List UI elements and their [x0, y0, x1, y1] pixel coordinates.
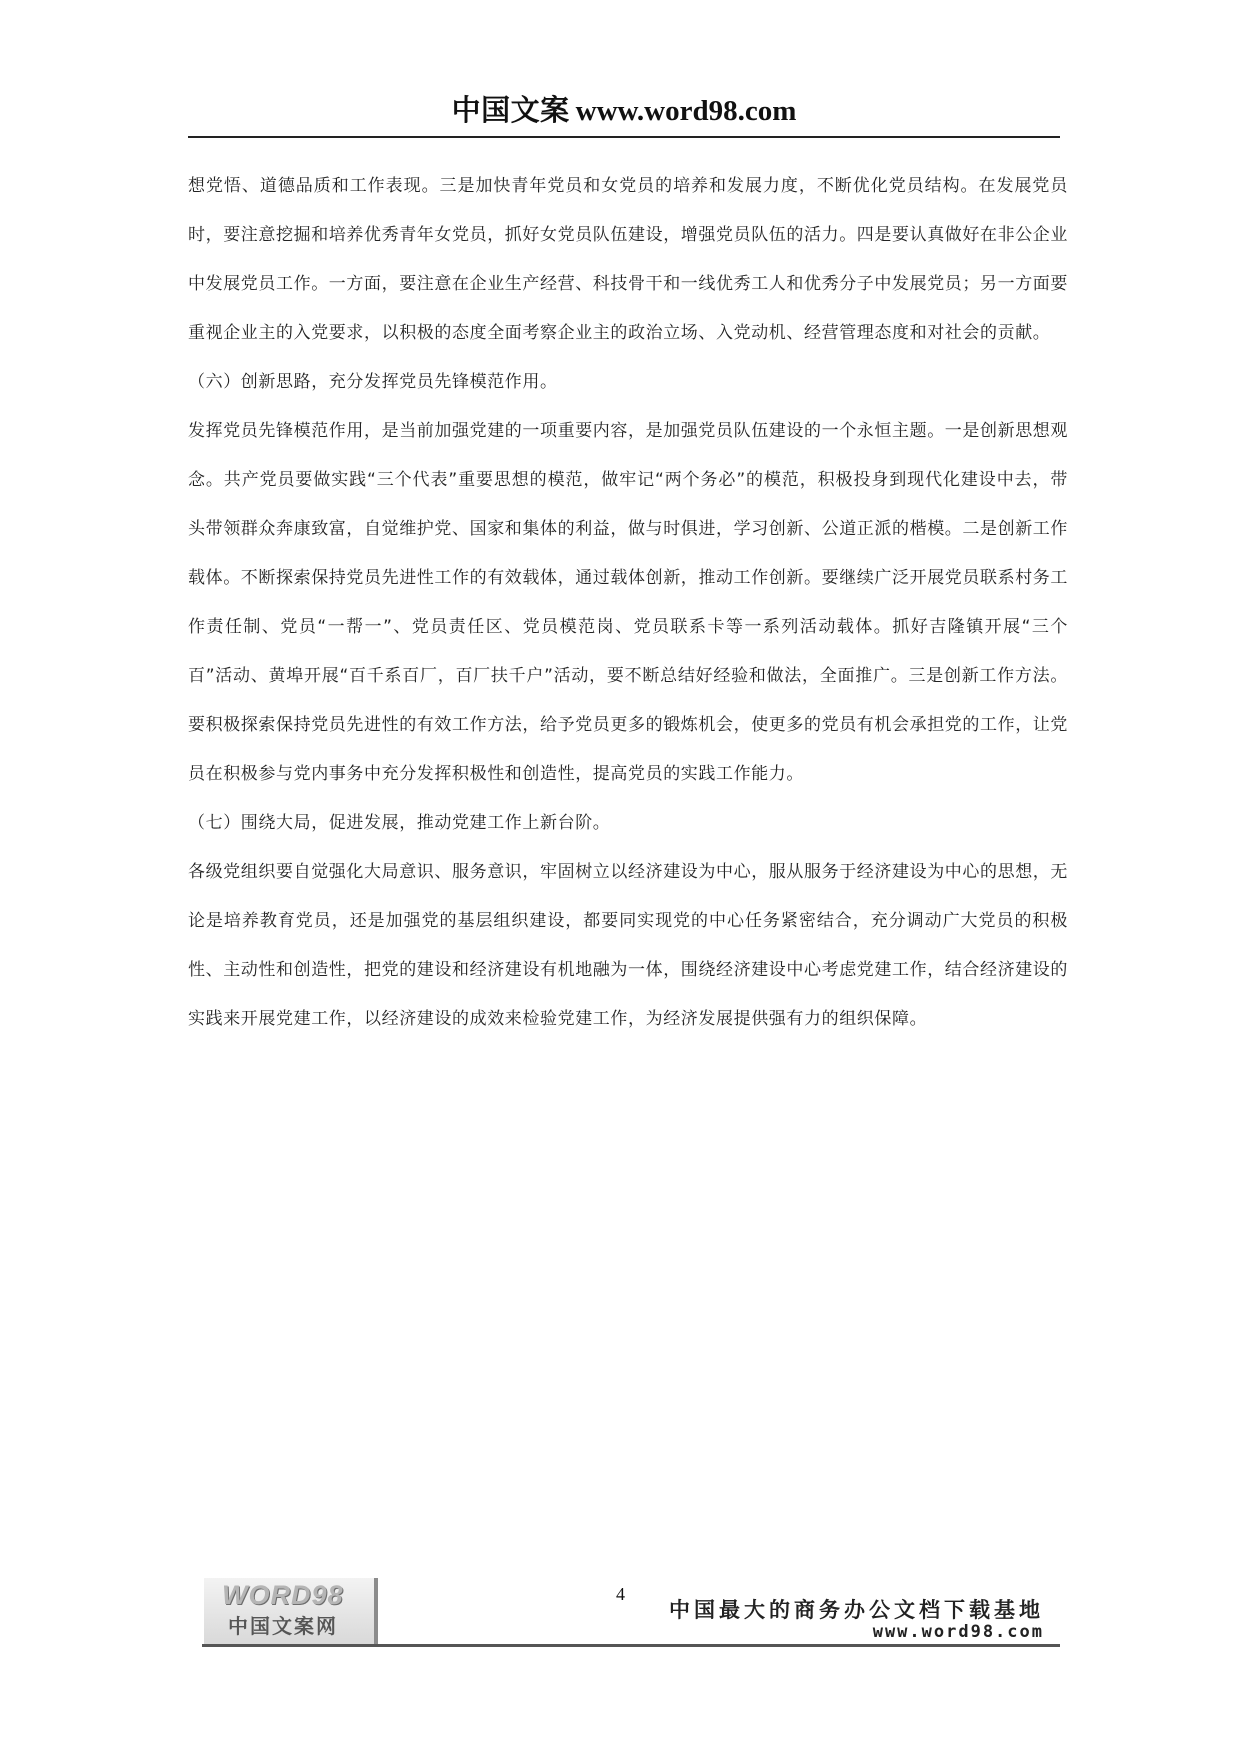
paragraph: 发挥党员先锋模范作用，是当前加强党建的一项重要内容，是加强党员队伍建设的一个永恒主题。一是创新思想观念。共产党员要做实践“三个代表”重要思想的模范，做牢记“两个务必”的模范，积极投身到现代化建设中去，带头带领群众奔康致富，自觉维护党、国家和集体的利益，做与时俱进，学习创新、公道正派的楷模。二是创新工作载体。不断探索保持党员先进性工作的有效载体，通过载体创新，推动工作创新。要继续广泛开展党员联系村务工作责任制、党员“一帮一”、党员责任区、党员模范岗、党员联系卡等一系列活动载体。抓好吉隆镇开展“三个百”活动、黄埠开展“百千系百厂，百厂扶千户”活动，要不断总结好经验和做法，全面推广。三是创新工作方法。要积极探索保持党员先进性的有效工作方法，给予党员更多的锻炼机会，使更多的党员有机会承担党的工作，让党员在积极参与党内事务中充分发挥积极性和创造性，提高党员的实践工作能力。: [188, 421, 1068, 784]
paragraph: 想党悟、道德品质和工作表现。三是加快青年党员和女党员的培养和发展力度，不断优化党员结构。在发展党员时，要注意挖掘和培养优秀青年女党员，抓好女党员队伍建设，增强党员队伍的活力。四是要认真做好在非公企业中发展党员工作。一方面，要注意在企业生产经营、科技骨干和一线优秀工人和优秀分子中发展党员；另一方面要重视企业主的入党要求，以积极的态度全面考察企业主的政治立场、入党动机、经营管理态度和对社会的贡献。: [188, 176, 1068, 343]
header-url: www.word98.com: [575, 95, 797, 127]
footer-divider: [202, 1644, 1060, 1647]
page-number: 4: [616, 1584, 625, 1604]
section-heading: （六）创新思路，充分发挥党员先锋模范作用。: [188, 372, 558, 392]
logo-chinese-text: 中国文案网: [228, 1614, 338, 1638]
paragraph: 各级党组织要自觉强化大局意识、服务意识，牢固树立以经济建设为中心，服从服务于经济建设为中心的思想，无论是培养教育党员，还是加强党的基层组织建设，都要同实现党的中心任务紧密结合，充分调动广大党员的积极性、主动性和创造性，把党的建设和经济建设有机地融为一体，围绕经济建设中心考虑党建工作，结合经济建设的实践来开展党建工作，以经济建设的成效来检验党建工作，为经济发展提供强有力的组织保障。: [188, 862, 1068, 1029]
footer-tagline: 中国最大的商务办公文档下载基地: [669, 1597, 1044, 1622]
header-title: 中国文案: [451, 93, 570, 127]
footer-logo: [204, 1578, 378, 1644]
footer-url: www.word98.com: [872, 1622, 1044, 1642]
logo-word98-text: WORD98: [222, 1580, 344, 1610]
document-body: [188, 162, 1068, 1044]
section-heading: （七）围绕大局，促进发展，推动党建工作上新台阶。: [188, 813, 611, 833]
page-header: [188, 90, 1060, 138]
